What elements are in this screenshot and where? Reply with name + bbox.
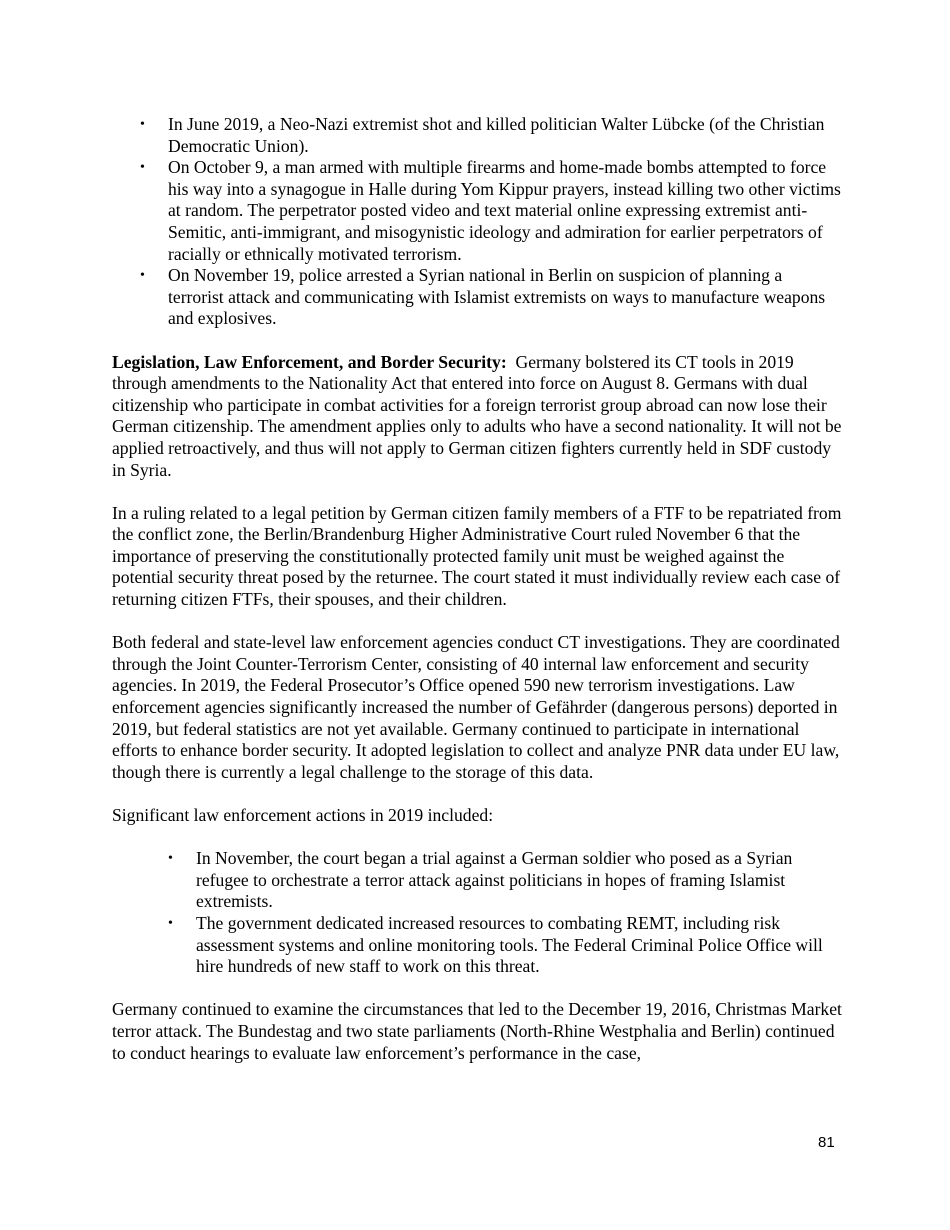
list-item-text: In November, the court began a trial against a German soldier who posed as a Syrian refugee to orchestrate a terror attack against politicians in hopes of framing Islamist extremists. [196, 848, 793, 912]
list-item-text: In June 2019, a Neo-Nazi extremist shot and killed politician Walter Lübcke (of the Christian Democratic Union). [168, 114, 825, 156]
list-item [112, 913, 842, 978]
legislation-text: Germany bolstered its CT tools in 2019 through amendments to the Nationality Act that entered into force on August 8. Germans with dual citizenship who participate in combat activities for a foreign terrorist group abroad can now lose their German citizenship. The amendment applies only to adults who have a second nationality. It will not be applied retroactively, and thus will not apply to German citizen fighters currently held in SDF custody in Syria. [112, 351, 842, 480]
paragraph-gap [112, 783, 842, 805]
agencies-paragraph: Both federal and state-level law enforcement agencies conduct CT investigations. They are coordinated through the Joint Counter-Terrorism Center, consisting of 40 internal law enforcement and security agencies. In 2019, the Federal Prosecutor’s Office opened 590 new terrorism investigations. Law enforcement agencies significantly increased the number of Gefährder (dangerous persons) deported in 2019, but federal statistics are not yet available. Germany continued to participate in international efforts to enhance border security. It adopted legislation to collect and analyze PNR data under EU law, though there is currently a legal challenge to the storage of this data. [112, 632, 840, 782]
ruling-paragraph: In a ruling related to a legal petition by German citizen family members of a FTF to be repatriated from the conflict zone, the Berlin/Brandenburg Higher Administrative Court ruled November 6 that the importance of preserving the constitutionally protected family unit must be weighed against the potential security threat posed by the returnee. The court stated it must individually review each case of returning citizen FTFs, their spouses, and their children. [112, 502, 842, 610]
list-item [112, 157, 842, 265]
page-number: 81 [818, 1134, 835, 1151]
list-item [112, 114, 842, 157]
bullet-icon: • [140, 117, 145, 132]
paragraph-gap [112, 611, 842, 633]
paragraph-gap [112, 978, 842, 1000]
list-item [112, 265, 842, 330]
section-heading: Legislation, Law Enforcement, and Border Security: [112, 351, 507, 372]
list-item-text: On November 19, police arrested a Syrian national in Berlin on suspicion of planning a terrorist attack and communicating with Islamist extremists on ways to manufacture weapons and explosives. [168, 265, 826, 329]
bullet-icon: • [168, 851, 173, 867]
list-item [112, 848, 842, 913]
incident-list [112, 114, 842, 330]
page-content [112, 114, 842, 1064]
bullet-icon: • [140, 268, 145, 284]
christmas-market-paragraph: Germany continued to examine the circumstances that led to the December 19, 2016, Christmas Market terror attack. The Bundestag and two state parliaments (North-Rhine Westphalia and Berlin) continued to conduct hearings to evaluate law enforcement’s performance in the case, [112, 999, 842, 1063]
actions-list [112, 848, 842, 978]
paragraph-gap [112, 827, 842, 849]
actions-intro-paragraph: Significant law enforcement actions in 2019 included: [112, 805, 494, 825]
list-item-text: The government dedicated increased resources to combating REMT, including risk assessment systems and online monitoring tools. The Federal Criminal Police Office will hire hundreds of new staff to work on this threat. [196, 912, 823, 977]
bullet-icon: • [140, 160, 145, 176]
bullet-icon: • [168, 915, 173, 931]
legislation-paragraph [112, 352, 842, 482]
list-item-text: On October 9, a man armed with multiple firearms and home-made bombs attempted to force his way into a synagogue in Halle during Yom Kippur prayers, instead killing two other victims at random. The perpetrator posted video and text material online expressing extremist anti-Semitic, anti-immigrant, and misogynistic ideology and admiration for earlier perpetrators of racially or ethnically motivated terrorism. [168, 157, 841, 264]
paragraph-gap [112, 481, 842, 503]
paragraph-gap [112, 330, 842, 352]
